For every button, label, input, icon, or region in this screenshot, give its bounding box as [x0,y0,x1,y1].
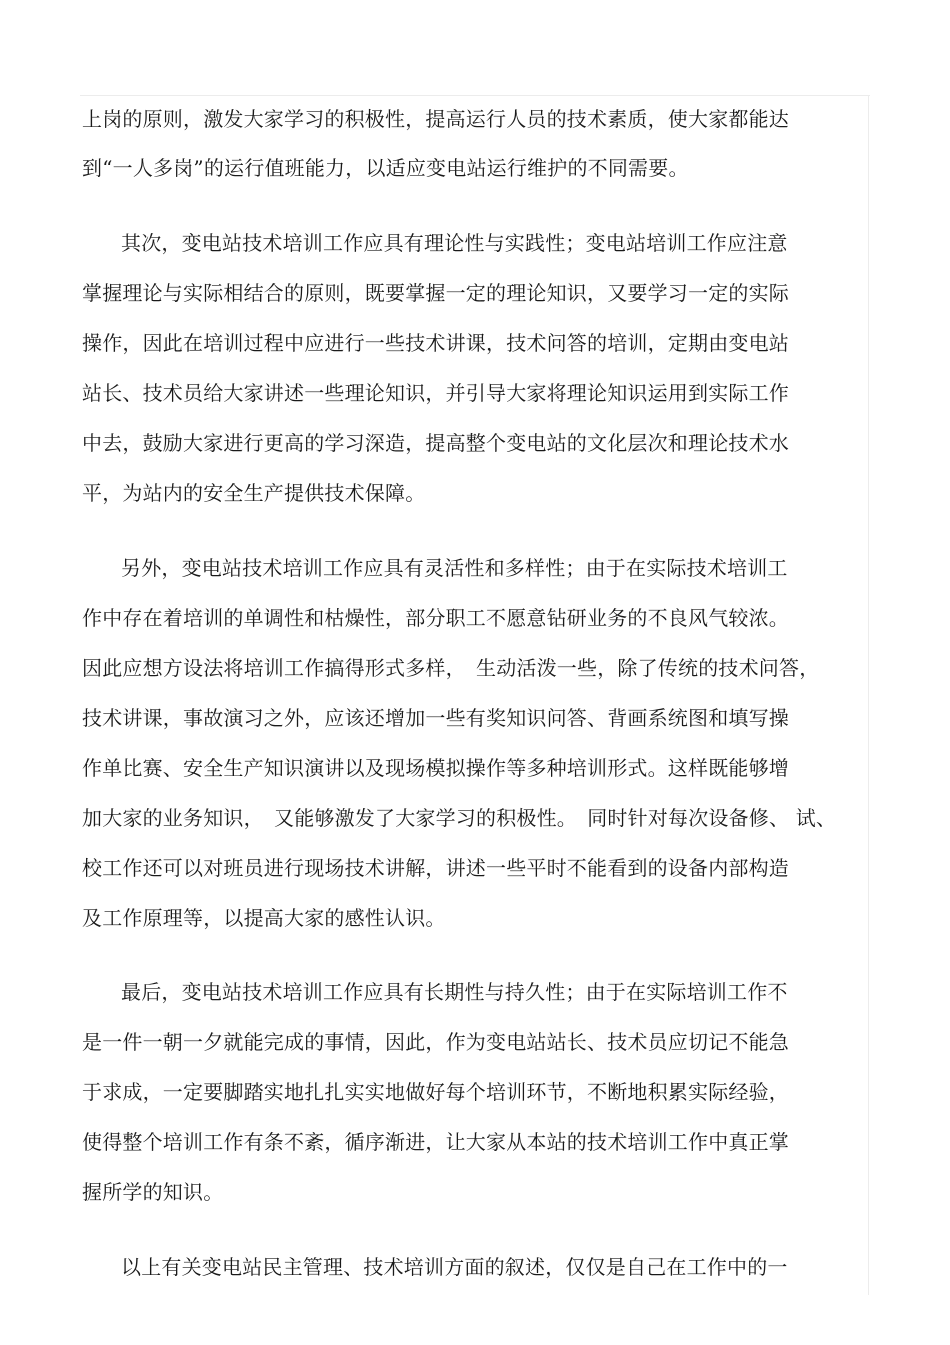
text-line: 站长、技术员给大家讲述一些理论知识，并引导大家将理论知识运用到实际工作 [82,381,789,405]
text-line: 加大家的业务知识， 又能够激发了大家学习的积极性。 同时针对每次设备修、 试、 [82,806,837,830]
page-right-border [868,95,869,1295]
text-line: 是一件一朝一夕就能完成的事情，因此，作为变电站站长、技术员应切记不能急 [82,1030,789,1054]
text-line: 及工作原理等，以提高大家的感性认识。 [82,906,446,930]
text-line: 于求成，一定要脚踏实地扎扎实实地做好每个培训环节，不断地积累实际经验， [82,1080,789,1104]
text-line: 上岗的原则，激发大家学习的积极性，提高运行人员的技术素质，使大家都能达 [82,107,789,131]
text-line: 因此应想方设法将培训工作搞得形式多样， 生动活泼一些，除了传统的技术问答， [82,656,820,680]
text-line: 操作，因此在培训过程中应进行一些技术讲课，技术问答的培训，定期由变电站 [82,331,789,355]
text-line: 到“一人多岗”的运行值班能力，以适应变电站运行维护的不同需要。 [82,156,689,180]
text-line: 中去，鼓励大家进行更高的学习深造，提高整个变电站的文化层次和理论技术水 [82,431,789,455]
paragraph-first-line: 以上有关变电站民主管理、技术培训方面的叙述，仅仅是自己在工作中的一 [121,1255,788,1279]
text-line: 校工作还可以对班员进行现场技术讲解，讲述一些平时不能看到的设备内部构造 [82,856,789,880]
text-line: 技术讲课，事故演习之外，应该还增加一些有奖知识问答、背画系统图和填写操 [82,706,789,730]
text-line: 使得整个培训工作有条不紊，循序渐进，让大家从本站的技术培训工作中真正掌 [82,1130,789,1154]
paragraph-first-line: 其次，变电站技术培训工作应具有理论性与实践性；变电站培训工作应注意 [121,231,788,255]
paragraph-first-line: 最后，变电站技术培训工作应具有长期性与持久性；由于在实际培训工作不 [121,980,788,1004]
text-line: 握所学的知识。 [82,1180,224,1204]
text-line: 平，为站内的安全生产提供技术保障。 [82,481,426,505]
paragraph-first-line: 另外，变电站技术培训工作应具有灵活性和多样性；由于在实际技术培训工 [121,556,788,580]
text-line: 作单比赛、安全生产知识演讲以及现场模拟操作等多种培训形式。这样既能够增 [82,756,789,780]
page-top-border [80,95,870,96]
text-line: 作中存在着培训的单调性和枯燥性，部分职工不愿意钻研业务的不良风气较浓。 [82,606,789,630]
text-line: 掌握理论与实际相结合的原则，既要掌握一定的理论知识，又要学习一定的实际 [82,281,789,305]
